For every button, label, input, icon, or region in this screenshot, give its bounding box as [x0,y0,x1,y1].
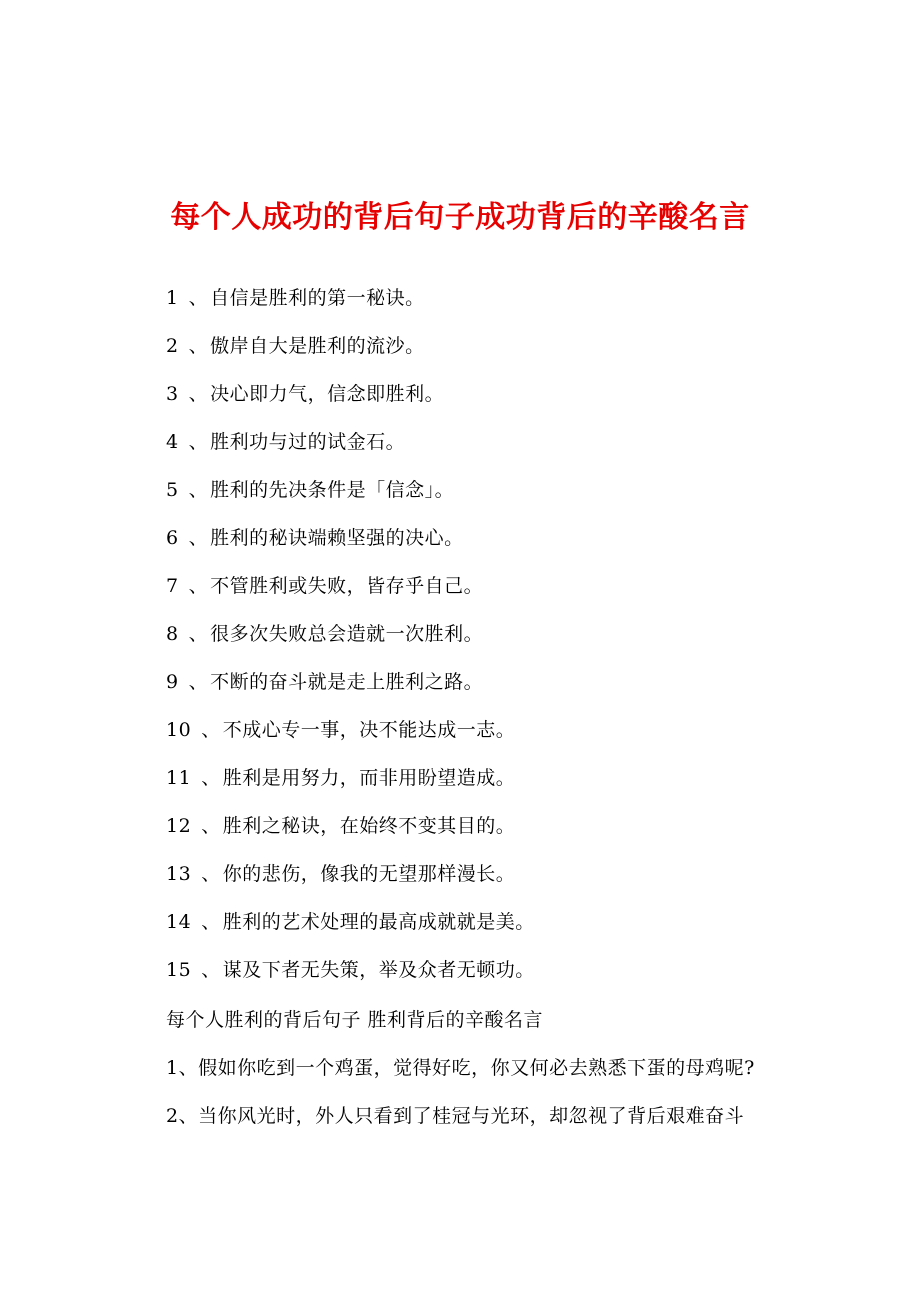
item-number: 14 [166,911,192,933]
item-separator: 、 [188,671,209,693]
list-item [166,810,535,858]
item-number: 12 [166,815,192,837]
item-number: 11 [166,767,192,789]
list-item [166,426,535,474]
item-separator: 、 [201,863,221,885]
item-number: 10 [166,719,192,741]
list-item [166,282,535,330]
section-subtitle: 每个人胜利的背后句子 胜利背后的辛酸名言 [166,1009,544,1031]
paragraph: 2、当你风光时，外人只看到了桂冠与光环，却忽视了背后艰难奋斗 [166,1105,745,1127]
item-separator: 、 [201,815,221,837]
list-item [166,378,535,426]
item-number: 8 [166,623,179,645]
item-number: 3 [166,383,179,405]
item-separator: 、 [188,431,209,453]
item-text: 谋及下者无失策，举及众者无顿功。 [222,959,535,981]
list-item [166,906,535,954]
item-separator: 、 [188,335,209,357]
item-text: 傲岸自大是胜利的流沙。 [210,335,425,357]
item-text: 胜利功与过的试金石。 [210,431,406,453]
item-separator: 、 [188,623,209,645]
document-title: 每个人成功的背后句子成功背后的辛酸名言 [170,200,750,235]
item-separator: 、 [188,479,209,501]
paragraph: 1、假如你吃到一个鸡蛋，觉得好吃，你又何必去熟悉下蛋的母鸡呢? [166,1057,755,1079]
item-number: 7 [166,575,179,597]
item-separator: 、 [201,959,221,981]
item-text: 胜利的先决条件是「信念」。 [210,479,455,501]
item-text: 不断的奋斗就是走上胜利之路。 [210,671,484,693]
item-separator: 、 [201,719,221,741]
item-number: 9 [166,671,179,693]
list-item [166,522,535,570]
list-item [166,570,535,618]
item-separator: 、 [188,383,209,405]
list-item [166,762,535,810]
list-item [166,666,535,714]
item-number: 1 [166,287,179,309]
item-text: 胜利的秘诀端赖坚强的决心。 [210,527,464,549]
item-number: 5 [166,479,179,501]
item-text: 不成心专一事，决不能达成一志。 [222,719,516,741]
item-number: 2 [166,335,179,357]
item-separator: 、 [188,575,209,597]
item-separator: 、 [188,527,209,549]
item-text: 很多次失败总会造就一次胜利。 [210,623,484,645]
item-text: 自信是胜利的第一秘诀。 [210,287,425,309]
list-item [166,954,535,1002]
item-number: 13 [166,863,192,885]
list-item [166,330,535,378]
item-text: 不管胜利或失败，皆存乎自己。 [210,575,484,597]
item-text: 你的悲伤，像我的无望那样漫长。 [222,863,516,885]
item-text: 胜利之秘诀，在始终不变其目的。 [222,815,516,837]
item-text: 胜利是用努力，而非用盼望造成。 [222,767,516,789]
item-separator: 、 [201,911,221,933]
list-item [166,714,535,762]
item-separator: 、 [188,287,209,309]
item-number: 15 [166,959,192,981]
quote-list [166,282,535,1002]
item-separator: 、 [201,767,221,789]
list-item [166,474,535,522]
item-number: 6 [166,527,179,549]
list-item [166,858,535,906]
list-item [166,618,535,666]
item-text: 胜利的艺术处理的最高成就就是美。 [222,911,535,933]
item-number: 4 [166,431,179,453]
item-text: 决心即力气，信念即胜利。 [210,383,445,405]
